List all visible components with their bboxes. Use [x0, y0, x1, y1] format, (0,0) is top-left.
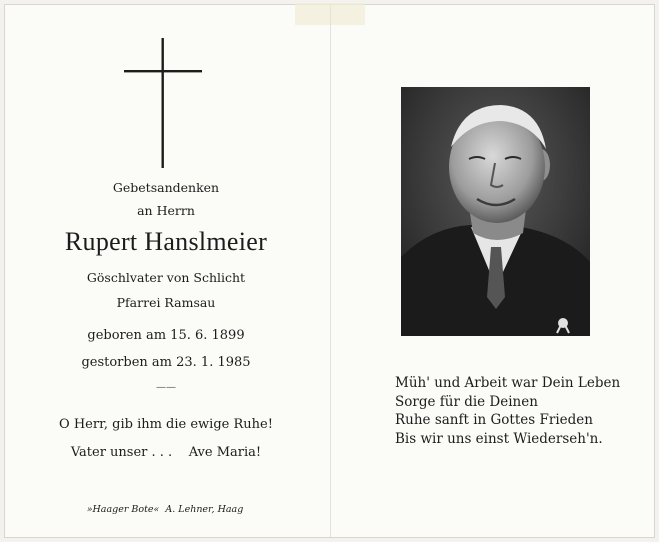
verse-line: Müh' und Arbeit war Dein Leben	[395, 375, 621, 391]
verse-block	[395, 374, 620, 448]
deceased-name: Rupert Hanslmeier	[64, 227, 268, 256]
cross-icon	[124, 38, 202, 168]
separator-line: ——	[156, 382, 176, 393]
portrait-illustration	[401, 87, 590, 336]
prayer-line-1: O Herr, gib ihm die ewige Ruhe!	[59, 417, 273, 432]
verse-line: Ruhe sanft in Gottes Frieden	[395, 412, 593, 428]
heading-text: Gebetsandenken	[112, 180, 220, 195]
death-date: gestorben am 23. 1. 1985	[81, 355, 251, 370]
deceased-title: Göschlvater von Schlicht	[86, 270, 246, 285]
honorific-text: an Herrn	[137, 203, 195, 218]
birth-date: geboren am 15. 6. 1899	[87, 328, 245, 343]
memorial-card	[4, 4, 655, 538]
card-fold	[330, 5, 331, 537]
prayer-line-2: Vater unser . . . Ave Maria!	[70, 445, 262, 460]
parish-text: Pfarrei Ramsau	[116, 295, 216, 310]
verse-line: Sorge für die Deinen	[395, 393, 538, 410]
portrait-photo	[401, 87, 590, 336]
verse-line: Bis wir uns einst Wiederseh'n.	[395, 430, 603, 447]
printer-imprint: »Haager Bote« A. Lehner, Haag	[86, 504, 244, 515]
